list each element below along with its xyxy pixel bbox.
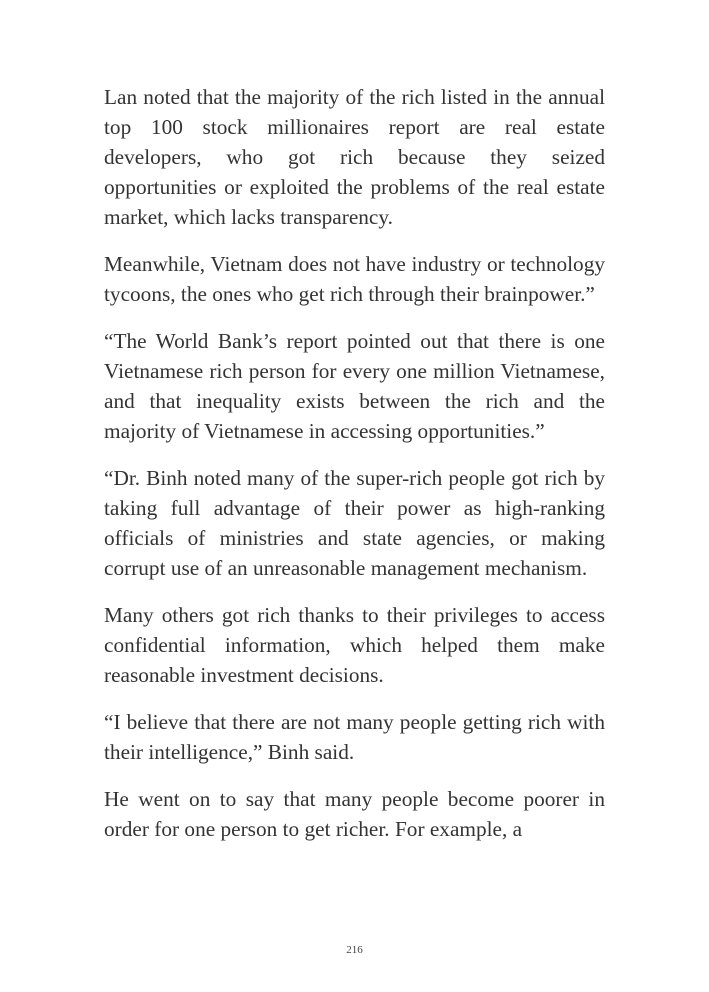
paragraph-2: Meanwhile, Vietnam does not have industry or technology tycoons, the ones who get rich through their brainpower.” [104,252,605,306]
paragraph-1: Lan noted that the majority of the rich listed in the annual top 100 stock millionaires report are real estate developers, who got rich because they seized opportunities or exploited the problems of the real estate market, which lacks transparency. [104,85,605,229]
page-number: 216 [346,944,363,956]
paragraph-3: “The World Bank’s report pointed out that there is one Vietnamese rich person for every one million Vietnamese, and that inequality exists between the rich and the majority of Vietnamese in accessing opportunities.” [104,329,605,443]
paragraph-6: “I believe that there are not many people getting rich with their intelligence,” Binh said. [104,710,605,764]
paragraph-4: “Dr. Binh noted many of the super-rich people got rich by taking full advantage of their power as high-ranking officials of ministries and state agencies, or making corrupt use of an unreasonable management mechanism. [104,466,605,580]
paragraph-7: He went on to say that many people become poorer in order for one person to get richer. For example, a [104,787,605,841]
paragraph-5: Many others got rich thanks to their privileges to access confidential information, which helped them make reasonable investment decisions. [104,603,605,687]
body-text [104,82,605,861]
